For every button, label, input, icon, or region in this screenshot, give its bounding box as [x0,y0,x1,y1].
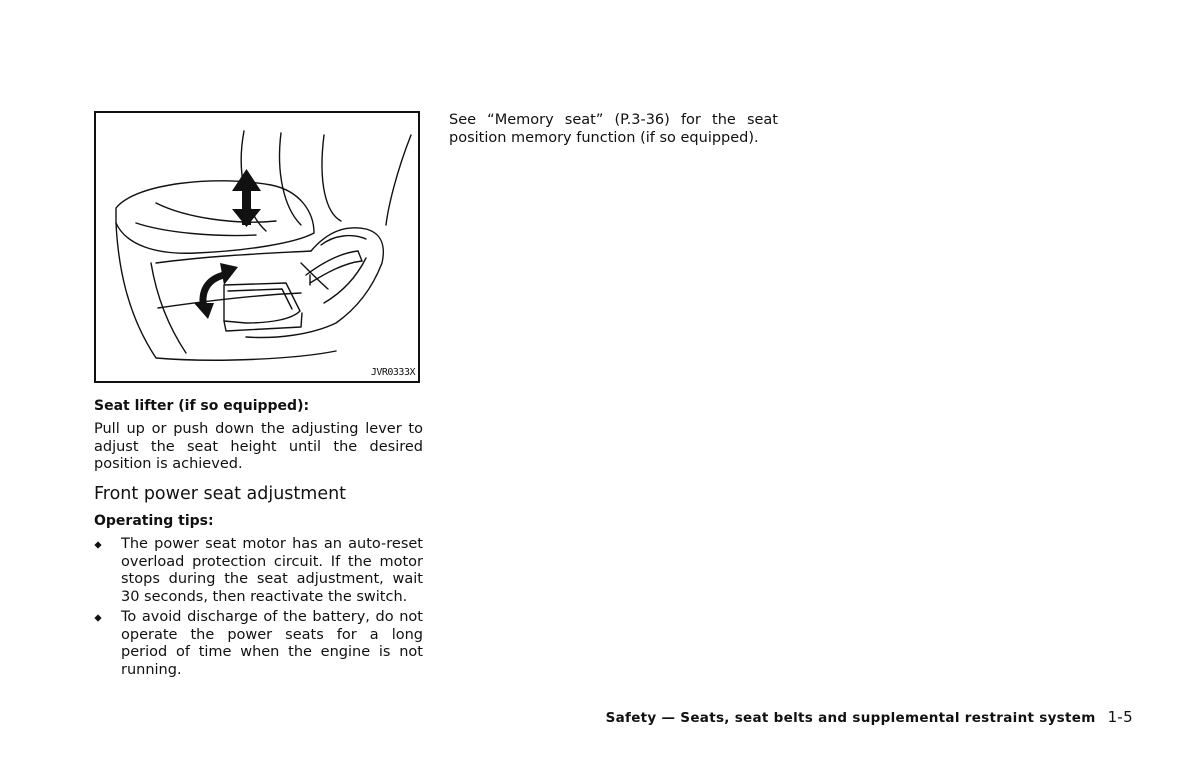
page-footer [606,708,1133,726]
bullet-text: To avoid discharge of the battery, do not operate the power seats for a long period of time when the engine is not running. [121,609,423,678]
seat-lifter-heading: Seat lifter (if so equipped): [94,398,310,414]
seat-lifter-text: Pull up or push down the adjusting lever to adjust the seat height until the desired position is achieved. [94,421,423,472]
memory-seat-note: See “Memory seat” (P.3-36) for the seat position memory function (if so equipped). [449,112,778,146]
page-number: 1-5 [1107,708,1133,726]
footer-section-title: Safety — Seats, seat belts and supplemental restraint system [605,710,1096,726]
bullet-icon [94,614,101,621]
operating-tips-heading: Operating tips: [94,513,214,529]
seat-drawing [96,113,418,381]
seat-lifter-illustration [94,111,420,383]
list-item [94,609,423,679]
bullet-text: The power seat motor has an auto-reset overload protection circuit. If the motor stops during the seat adjustment, wait 30 seconds, then reactivate the switch. [121,536,423,605]
list-item [94,536,423,606]
figure-code: JVR0333X [370,367,415,378]
operating-tips-list [94,536,423,682]
bullet-icon [94,541,101,548]
section-title: Front power seat adjustment [94,484,347,504]
